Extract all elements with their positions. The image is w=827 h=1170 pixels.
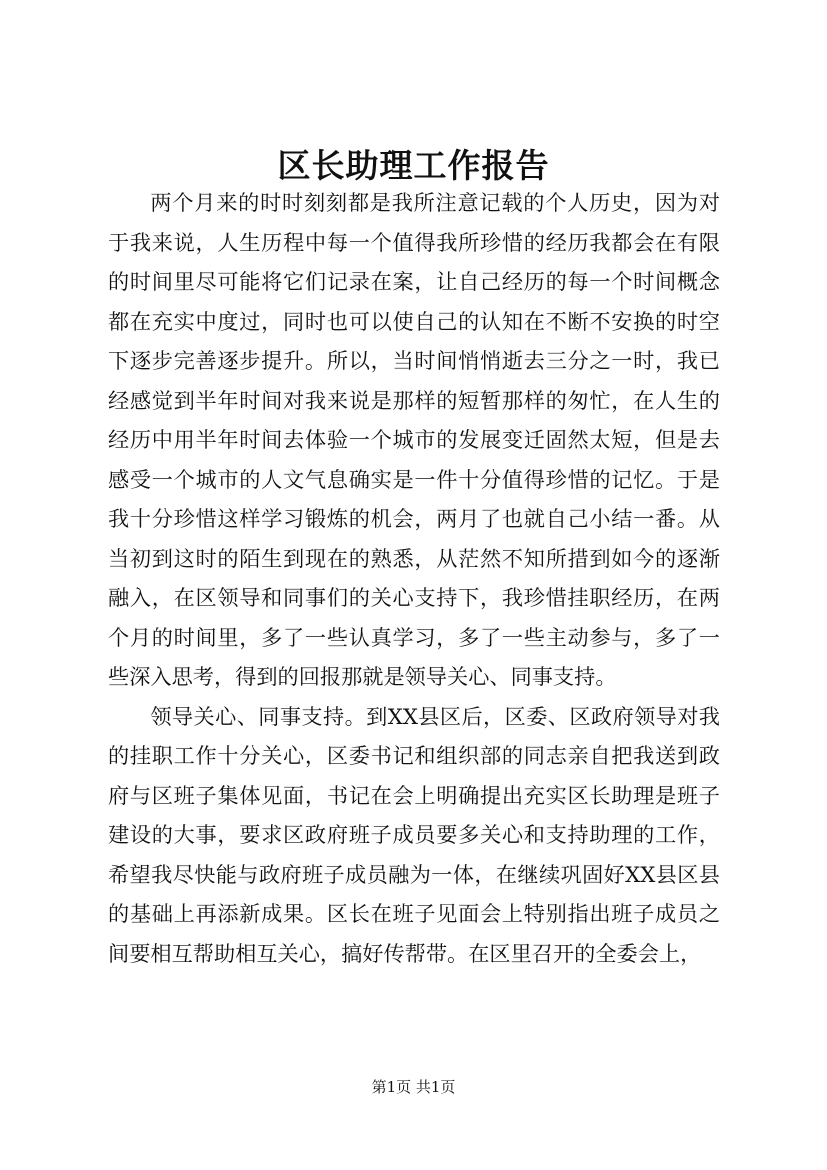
paragraph-1: 两个月来的时时刻刻都是我所注意记载的个人历史，因为对于我来说，人生历程中每一个值得我所珍惜的经历我都会在有限的时间里尽可能将它们记录在案，让自己经历的每一个时间概念都在充实中度过，同时也可以使自己的认知在不断不安换的时空下逐步完善逐步提升。所以，当时间悄悄逝去三分之一时，我已经感觉到半年时间对我来说是那样的短暂那样的匆忙，在人生的经历中用半年时间去体验一个城市的发展变迁固然太短，但是去感受一个城市的人文气息确实是一件十分值得珍惜的记忆。于是我十分珍惜这样学习锻炼的机会，两月了也就自己小结一番。从当初到这时的陌生到现在的熟悉，从茫然不知所措到如今的逐渐融入，在区领导和同事们的关心支持下，我珍惜挂职经历，在两个月的时间里，多了一些认真学习，多了一些主动参与，多了一些深入思考，得到的回报那就是领导关心、同事支持。 (108, 190, 720, 689)
paragraph-2: 领导关心、同事支持。到XX县区后，区委、区政府领导对我的挂职工作十分关心，区委书记和组织部的同志亲自把我送到政府与区班子集体见面，书记在会上明确提出充实区长助理是班子建设的大事，要求区政府班子成员要多关心和支持助理的工作，希望我尽快能与政府班子成员融为一体，在继续巩固好XX县区县的基础上再添新成果。区长在班子见面会上特别指出班子成员之间要相互帮助相互关心，搞好传帮带。在区里召开的全委会上， (108, 703, 720, 966)
document-title: 区长助理工作报告 (277, 146, 550, 185)
page-footer: 第1页 共1页 (371, 1078, 456, 1096)
document-body (108, 183, 720, 973)
